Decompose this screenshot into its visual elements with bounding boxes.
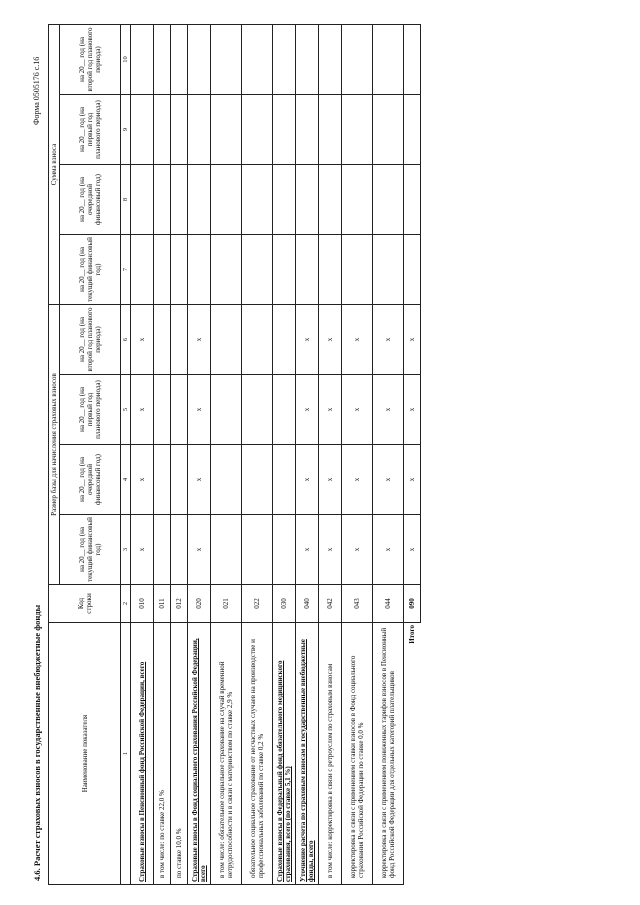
value-cell bbox=[211, 445, 242, 515]
value-cell bbox=[188, 165, 211, 235]
value-cell bbox=[319, 95, 342, 165]
column-number: 1 bbox=[121, 623, 131, 885]
value-cell bbox=[273, 95, 296, 165]
value-cell bbox=[171, 165, 188, 235]
value-cell bbox=[154, 375, 171, 445]
value-cell bbox=[211, 515, 242, 585]
table-row bbox=[373, 25, 404, 885]
table-row bbox=[188, 25, 211, 885]
header-group-sum: Сумма взноса bbox=[49, 25, 60, 305]
value-cell bbox=[273, 375, 296, 445]
value-cell: x bbox=[342, 305, 373, 375]
contributions-table bbox=[48, 24, 421, 885]
value-cell: x bbox=[342, 445, 373, 515]
column-number: 4 bbox=[121, 445, 131, 515]
value-cell bbox=[296, 235, 319, 305]
column-number: 6 bbox=[121, 305, 131, 375]
value-cell bbox=[342, 25, 373, 95]
value-cell bbox=[154, 445, 171, 515]
value-cell bbox=[211, 375, 242, 445]
value-cell bbox=[242, 305, 273, 375]
header-name: Наименование показателя bbox=[49, 623, 121, 885]
header-period: на 20__ год (на второй год планового периода) bbox=[60, 25, 121, 95]
value-cell bbox=[154, 515, 171, 585]
value-cell: x bbox=[296, 515, 319, 585]
value-cell bbox=[211, 95, 242, 165]
value-cell bbox=[211, 305, 242, 375]
row-code: 020 bbox=[188, 585, 211, 623]
value-cell bbox=[154, 235, 171, 305]
header-period: на 20__ год (на второй год планового периода) bbox=[60, 305, 121, 375]
value-cell: x bbox=[131, 305, 154, 375]
value-cell bbox=[373, 235, 404, 305]
value-cell bbox=[296, 95, 319, 165]
row-code: 043 bbox=[342, 585, 373, 623]
value-cell bbox=[273, 445, 296, 515]
value-cell bbox=[319, 165, 342, 235]
row-code: 044 bbox=[373, 585, 404, 623]
value-cell bbox=[171, 305, 188, 375]
total-row bbox=[404, 25, 421, 885]
header-period: на 20__ год (на очередной финансовый год) bbox=[60, 165, 121, 235]
row-name: по ставке 10,0 % bbox=[171, 623, 188, 885]
form-number: Форма 0505176 с.16 bbox=[32, 56, 41, 125]
value-cell bbox=[273, 235, 296, 305]
table-row bbox=[242, 25, 273, 885]
header-period: на 20__ год (на текущий финансовый год) bbox=[60, 515, 121, 585]
total-value-cell bbox=[404, 165, 421, 235]
value-cell bbox=[154, 25, 171, 95]
value-cell bbox=[373, 25, 404, 95]
row-code: 011 bbox=[154, 585, 171, 623]
table-row bbox=[211, 25, 242, 885]
value-cell bbox=[273, 305, 296, 375]
table-row bbox=[154, 25, 171, 885]
row-code: 021 bbox=[211, 585, 242, 623]
total-value-cell: x bbox=[404, 305, 421, 375]
value-cell: x bbox=[188, 375, 211, 445]
table-row bbox=[296, 25, 319, 885]
value-cell bbox=[342, 95, 373, 165]
value-cell: x bbox=[373, 375, 404, 445]
value-cell bbox=[154, 305, 171, 375]
value-cell bbox=[342, 235, 373, 305]
value-cell bbox=[211, 235, 242, 305]
value-cell bbox=[242, 445, 273, 515]
value-cell: x bbox=[296, 445, 319, 515]
rotated-sheet bbox=[30, 25, 630, 885]
value-cell bbox=[242, 25, 273, 95]
value-cell bbox=[242, 375, 273, 445]
total-value-cell bbox=[404, 95, 421, 165]
value-cell bbox=[131, 235, 154, 305]
value-cell bbox=[188, 95, 211, 165]
total-value-cell: x bbox=[404, 515, 421, 585]
table-row bbox=[171, 25, 188, 885]
value-cell bbox=[131, 95, 154, 165]
row-name: Уточнение расчета по страховым взносам в государственные внебюджетные фонды, всего bbox=[296, 623, 319, 885]
row-code: 010 bbox=[131, 585, 154, 623]
row-name: Страховые взносы в Федеральный фонд обязательного медицинского страхования, всего (по ставке 5,1 %) bbox=[273, 623, 296, 885]
value-cell bbox=[171, 375, 188, 445]
value-cell bbox=[154, 165, 171, 235]
value-cell bbox=[342, 165, 373, 235]
total-value-cell bbox=[404, 235, 421, 305]
column-number: 8 bbox=[121, 165, 131, 235]
value-cell bbox=[188, 25, 211, 95]
value-cell: x bbox=[131, 375, 154, 445]
value-cell: x bbox=[319, 515, 342, 585]
row-code: 012 bbox=[171, 585, 188, 623]
value-cell: x bbox=[188, 305, 211, 375]
column-number: 5 bbox=[121, 375, 131, 445]
total-value-cell bbox=[404, 25, 421, 95]
total-value-cell: x bbox=[404, 445, 421, 515]
value-cell bbox=[154, 95, 171, 165]
row-name: корректировка в связи с применением пониженных тарифов взносов в Пенсионный фонд Российской Федерации для отдельных категорий плательщиков bbox=[373, 623, 404, 885]
value-cell: x bbox=[319, 305, 342, 375]
value-cell: x bbox=[188, 445, 211, 515]
value-cell bbox=[211, 25, 242, 95]
value-cell bbox=[296, 25, 319, 95]
section-title: 4.6. Расчет страховых взносов в государственные внебюджетные фонды bbox=[32, 604, 42, 881]
column-number: 2 bbox=[121, 585, 131, 623]
row-name: в том числе: корректировка в связи с ретроуслом по страховым взносам bbox=[319, 623, 342, 885]
value-cell: x bbox=[188, 515, 211, 585]
row-code: 030 bbox=[273, 585, 296, 623]
value-cell: x bbox=[373, 515, 404, 585]
row-name: в том числе: по ставке 22,0 % bbox=[154, 623, 171, 885]
value-cell bbox=[373, 165, 404, 235]
row-name: обязательное социальное страхование от несчастных случаев на производстве и профессиональных заболеваний по ставке 0,2 % bbox=[242, 623, 273, 885]
row-name: в том числе: обязательное социальное страхование на случай временной нетрудоспособности и в связи с материнством по ставке 2,9 % bbox=[211, 623, 242, 885]
value-cell bbox=[373, 95, 404, 165]
header-period: на 20__ год (на очередной финансовый год) bbox=[60, 445, 121, 515]
header-period: на 20__ год (на первый год планового периода) bbox=[60, 375, 121, 445]
column-number: 3 bbox=[121, 515, 131, 585]
table-body bbox=[131, 25, 421, 885]
value-cell bbox=[296, 165, 319, 235]
header-period: на 20__ год (на первый год планового периода) bbox=[60, 95, 121, 165]
value-cell: x bbox=[131, 515, 154, 585]
value-cell bbox=[171, 445, 188, 515]
value-cell: x bbox=[342, 375, 373, 445]
table-row bbox=[342, 25, 373, 885]
total-value-cell: x bbox=[404, 375, 421, 445]
header-period: на 20__ год (на текущий финансовый год) bbox=[60, 235, 121, 305]
value-cell bbox=[242, 515, 273, 585]
column-number: 9 bbox=[121, 95, 131, 165]
value-cell bbox=[319, 25, 342, 95]
header-code: Код строки bbox=[49, 585, 121, 623]
value-cell bbox=[273, 165, 296, 235]
value-cell bbox=[242, 95, 273, 165]
total-code: 090 bbox=[404, 585, 421, 623]
value-cell: x bbox=[296, 305, 319, 375]
value-cell bbox=[188, 235, 211, 305]
column-number: 10 bbox=[121, 25, 131, 95]
row-code: 040 bbox=[296, 585, 319, 623]
value-cell bbox=[171, 515, 188, 585]
value-cell bbox=[171, 95, 188, 165]
value-cell: x bbox=[131, 445, 154, 515]
row-code: 042 bbox=[319, 585, 342, 623]
value-cell bbox=[319, 235, 342, 305]
value-cell: x bbox=[373, 445, 404, 515]
row-code: 022 bbox=[242, 585, 273, 623]
value-cell bbox=[242, 165, 273, 235]
value-cell bbox=[171, 25, 188, 95]
value-cell: x bbox=[296, 375, 319, 445]
row-name: Страховые взносы в Пенсионный фонд Российской Федерации, всего bbox=[131, 623, 154, 885]
value-cell bbox=[131, 25, 154, 95]
table-row bbox=[131, 25, 154, 885]
column-number: 7 bbox=[121, 235, 131, 305]
value-cell bbox=[131, 165, 154, 235]
header-group-base: Размер базы для начисления страховых взносов bbox=[49, 305, 60, 585]
value-cell: x bbox=[342, 515, 373, 585]
value-cell: x bbox=[373, 305, 404, 375]
value-cell: x bbox=[319, 445, 342, 515]
value-cell bbox=[242, 235, 273, 305]
row-name: Страховые взносы в Фонд социального страхования Российской Федерации, всего bbox=[188, 623, 211, 885]
table-row bbox=[273, 25, 296, 885]
total-label: Итого bbox=[408, 625, 417, 644]
value-cell bbox=[211, 165, 242, 235]
value-cell bbox=[273, 25, 296, 95]
table-row bbox=[319, 25, 342, 885]
value-cell: x bbox=[319, 375, 342, 445]
row-name: корректировка в связи с применением ставки взносов в Фонд социального страхования Российской Федерации по ставке 0,0 % bbox=[342, 623, 373, 885]
value-cell bbox=[171, 235, 188, 305]
value-cell bbox=[273, 515, 296, 585]
